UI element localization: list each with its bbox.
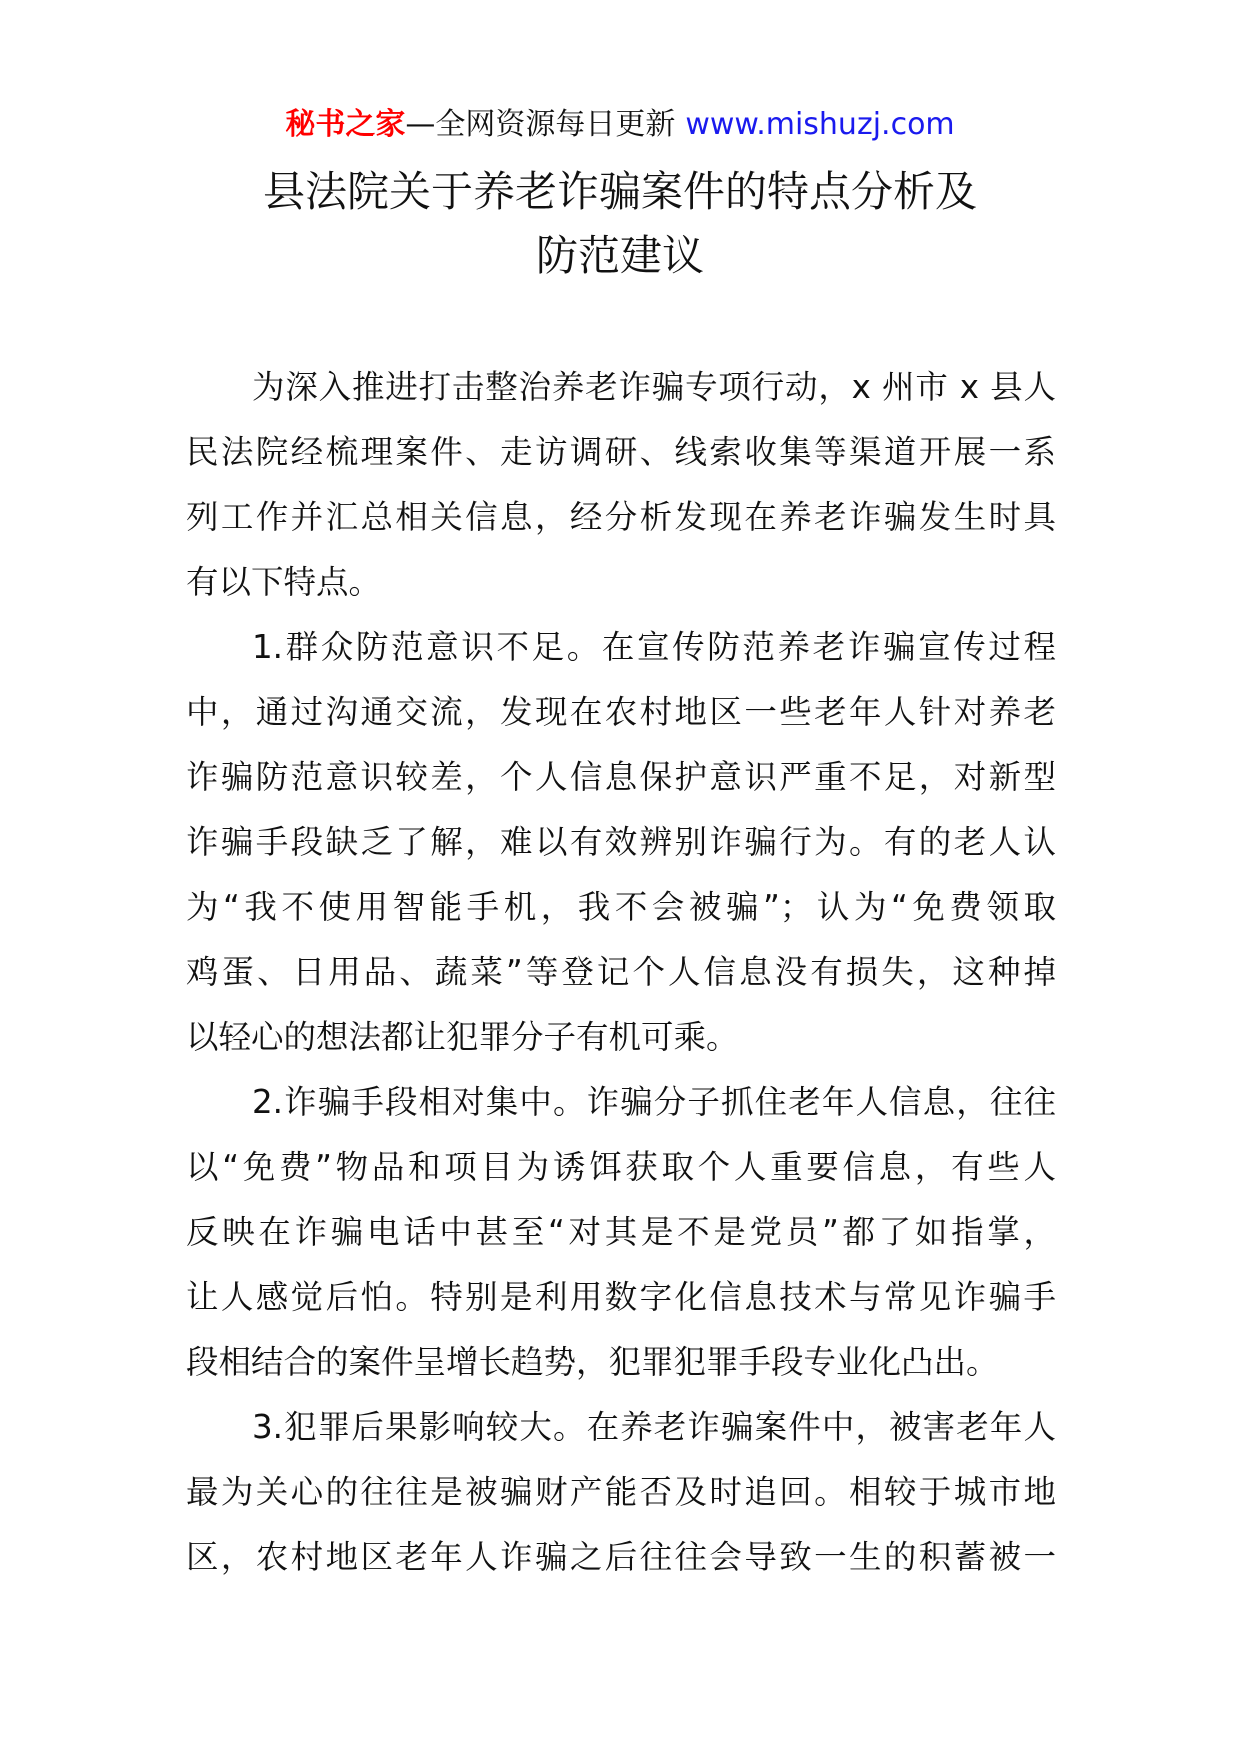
title-line: 县法院关于养老诈骗案件的特点分析及 (262, 167, 977, 216)
text-line: 为“我不使用智能手机，我不会被骗”；认为“免费领取 (186, 888, 1056, 926)
site-header (0, 98, 1240, 152)
title-line: 防范建议 (535, 231, 704, 280)
paragraph-point-3 (186, 1395, 1056, 1590)
text-line: 以“免费”物品和项目为诱饵获取个人重要信息，有些人 (186, 1148, 1056, 1186)
document-body (186, 355, 1056, 1590)
text-line: 列工作并汇总相关信息，经分析发现在养老诈骗发生时具 (186, 498, 1056, 536)
text-line: 让人感觉后怕。特别是利用数字化信息技术与常见诈骗手 (186, 1278, 1056, 1316)
document-title (150, 160, 1090, 288)
paragraph-intro (186, 355, 1056, 615)
text-line: 区，农村地区老年人诈骗之后往往会导致一生的积蓄被一 (186, 1538, 1056, 1576)
text-line: 鸡蛋、日用品、蔬菜”等登记个人信息没有损失，这种掉 (186, 953, 1056, 991)
text-line: 1.群众防范意识不足。在宣传防范养老诈骗宣传过程 (252, 628, 1056, 666)
text-line: 为深入推进打击整治养老诈骗专项行动，x 州市 x 县人 (252, 368, 1056, 406)
site-brand: 秘书之家 (285, 107, 406, 142)
site-tagline: —全网资源每日更新 (405, 107, 676, 142)
text-line: 中，通过沟通交流，发现在农村地区一些老年人针对养老 (186, 693, 1056, 731)
text-line: 有以下特点。 (186, 563, 382, 601)
text-line: 2.诈骗手段相对集中。诈骗分子抓住老年人信息，往往 (252, 1083, 1056, 1121)
text-line: 民法院经梳理案件、走访调研、线索收集等渠道开展一系 (186, 433, 1056, 471)
text-line: 反映在诈骗电话中甚至“对其是不是党员”都了如指掌， (186, 1213, 1056, 1251)
text-line: 段相结合的案件呈增长趋势，犯罪犯罪手段专业化凸出。 (186, 1343, 999, 1381)
text-line: 3.犯罪后果影响较大。在养老诈骗案件中，被害老年人 (252, 1408, 1056, 1446)
paragraph-point-2 (186, 1070, 1056, 1395)
paragraph-point-1 (186, 615, 1056, 1070)
text-line: 诈骗防范意识较差，个人信息保护意识严重不足，对新型 (186, 758, 1056, 796)
site-url-link[interactable]: www.mishuzj.com (685, 107, 955, 142)
text-line: 以轻心的想法都让犯罪分子有机可乘。 (186, 1018, 739, 1056)
text-line: 诈骗手段缺乏了解，难以有效辨别诈骗行为。有的老人认 (186, 823, 1056, 861)
text-line: 最为关心的往往是被骗财产能否及时追回。相较于城市地 (186, 1473, 1056, 1511)
